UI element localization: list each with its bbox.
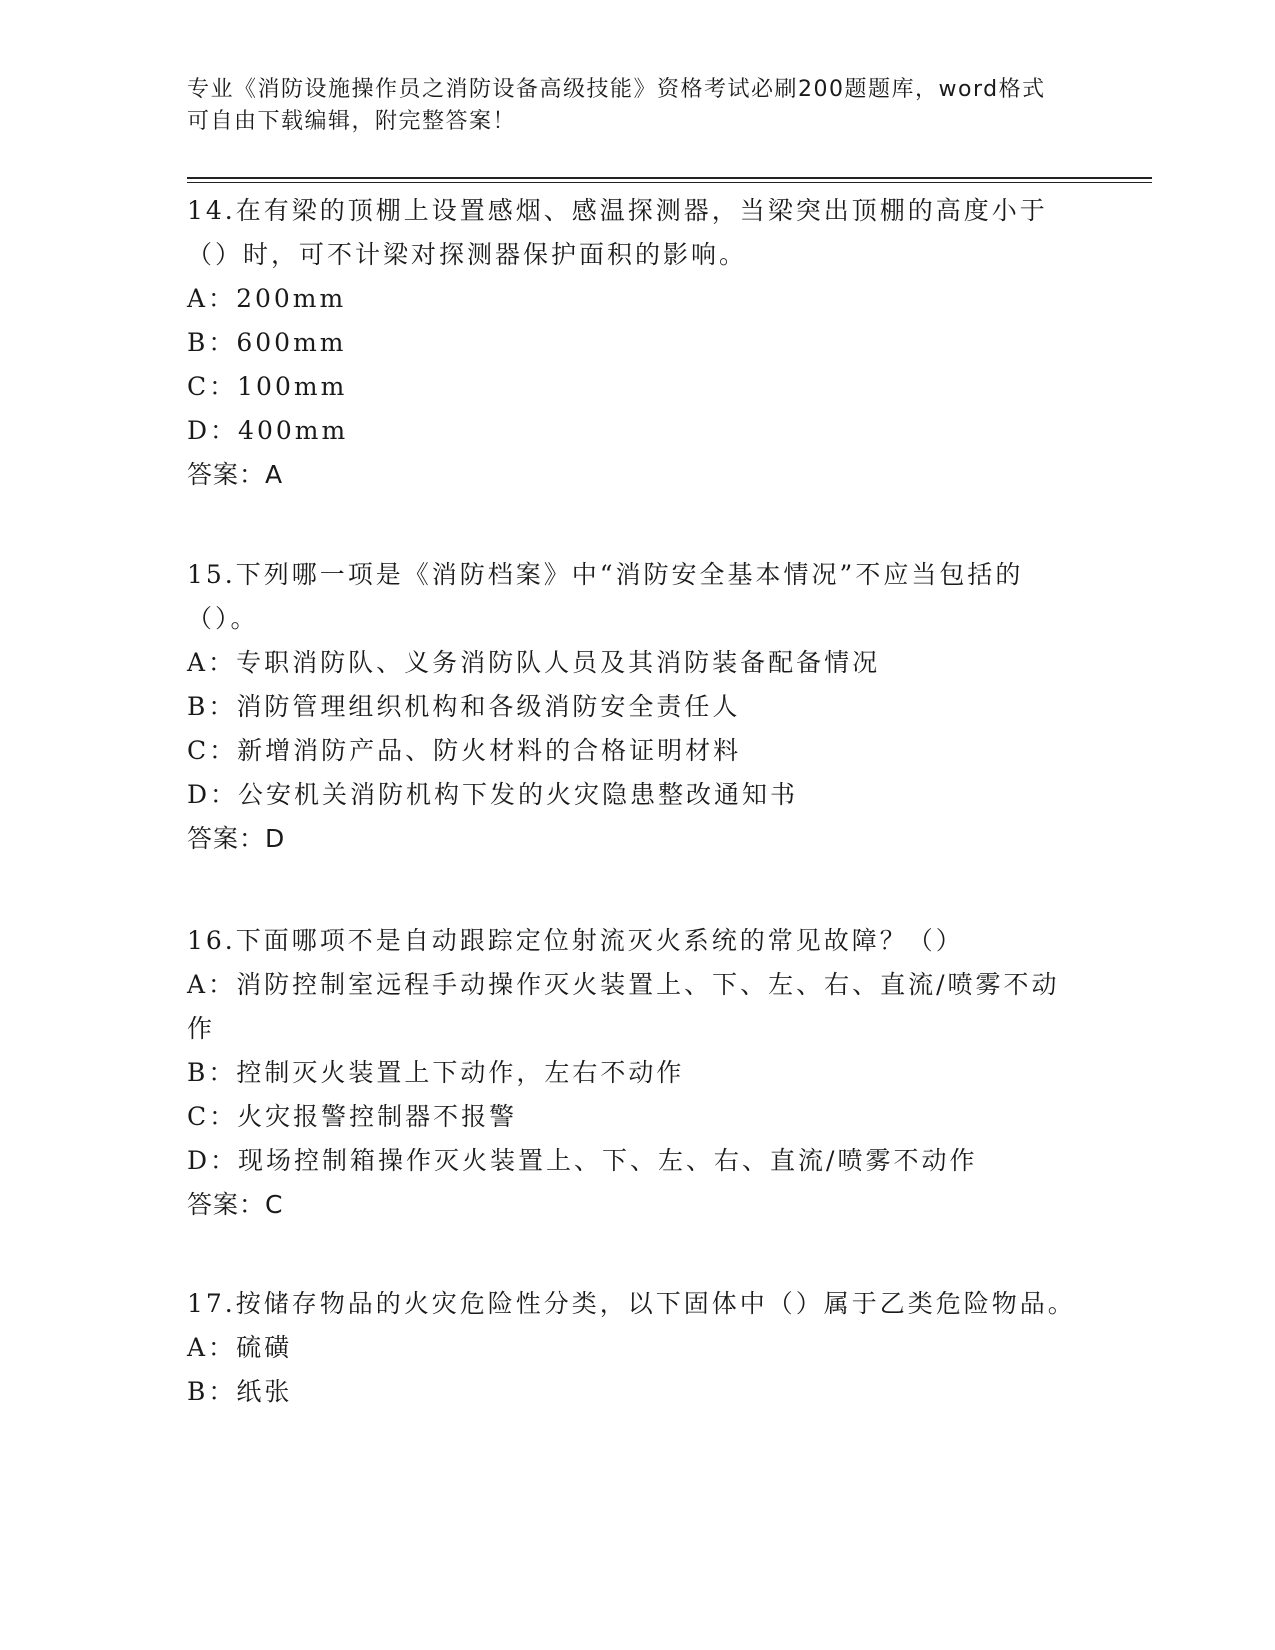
answer-line: 答案：C <box>187 1190 284 1219</box>
option-key: C： <box>187 372 238 401</box>
option-text: 现场控制箱操作灭火装置上、下、左、右、直流/喷雾不动作 <box>238 1146 978 1175</box>
option-key: D： <box>187 416 239 445</box>
question-15 <box>187 553 1077 861</box>
option-text: 公安机关消防机构下发的火灾隐患整改通知书 <box>238 780 799 809</box>
header-divider <box>187 177 1152 179</box>
option-d <box>187 773 1077 817</box>
answer-line: 答案：A <box>187 460 284 489</box>
answer-line: 答案：D <box>187 824 286 853</box>
option-d <box>187 409 1077 453</box>
question-14 <box>187 189 1077 497</box>
option-text: 新增消防产品、防火材料的合格证明材料 <box>237 736 742 765</box>
question-17 <box>187 1282 1077 1414</box>
option-key: A： <box>187 648 237 677</box>
option-b <box>187 1051 1077 1095</box>
option-a <box>187 277 1077 321</box>
option-key: C： <box>187 1102 238 1131</box>
question-16 <box>187 919 1077 1227</box>
option-text: 100mm <box>237 372 348 401</box>
question-stem: 15.下列哪一项是《消防档案》中“消防安全基本情况”不应当包括的（）。 <box>187 560 1024 633</box>
option-text: 400mm <box>238 416 349 445</box>
option-key: C： <box>187 736 238 765</box>
option-c <box>187 729 1077 773</box>
option-c <box>187 365 1077 409</box>
option-key: B： <box>187 328 237 357</box>
option-key: B： <box>187 1058 237 1087</box>
option-key: A： <box>187 970 237 999</box>
header-divider-thin <box>187 182 1152 183</box>
option-text: 硫磺 <box>236 1333 293 1362</box>
option-b <box>187 685 1077 729</box>
option-key: D： <box>187 780 239 809</box>
option-key: B： <box>187 1377 237 1406</box>
option-b <box>187 321 1077 365</box>
option-key: A： <box>187 284 237 313</box>
option-text: 火灾报警控制器不报警 <box>237 1102 518 1131</box>
option-a <box>187 1326 1077 1370</box>
option-key: A： <box>187 1333 237 1362</box>
option-key: B： <box>187 692 237 721</box>
option-key: D： <box>187 1146 239 1175</box>
option-text: 消防控制室远程手动操作灭火装置上、下、左、右、直流/喷雾不动作 <box>187 970 1060 1043</box>
option-a <box>187 963 1077 1051</box>
option-text: 控制灭火装置上下动作，左右不动作 <box>236 1058 685 1087</box>
option-a <box>187 641 1077 685</box>
option-text: 消防管理组织机构和各级消防安全责任人 <box>236 692 741 721</box>
option-c <box>187 1095 1077 1139</box>
option-b <box>187 1370 1077 1414</box>
option-text: 专职消防队、义务消防队人员及其消防装备配备情况 <box>236 648 881 677</box>
question-stem: 14.在有梁的顶棚上设置感烟、感温探测器，当梁突出顶棚的高度小于（）时，可不计梁对探测器保护面积的影响。 <box>187 196 1048 269</box>
option-d <box>187 1139 1077 1183</box>
question-stem: 17.按储存物品的火灾危险性分类，以下固体中（）属于乙类危险物品。 <box>187 1289 1076 1318</box>
option-text: 200mm <box>236 284 347 313</box>
option-text: 纸张 <box>236 1377 293 1406</box>
document-header: 专业《消防设施操作员之消防设备高级技能》资格考试必刷200题题库，word格式可自由下载编辑，附完整答案！ <box>187 77 1046 134</box>
option-text: 600mm <box>236 328 347 357</box>
question-stem: 16.下面哪项不是自动跟踪定位射流灭火系统的常见故障？（） <box>187 926 964 955</box>
